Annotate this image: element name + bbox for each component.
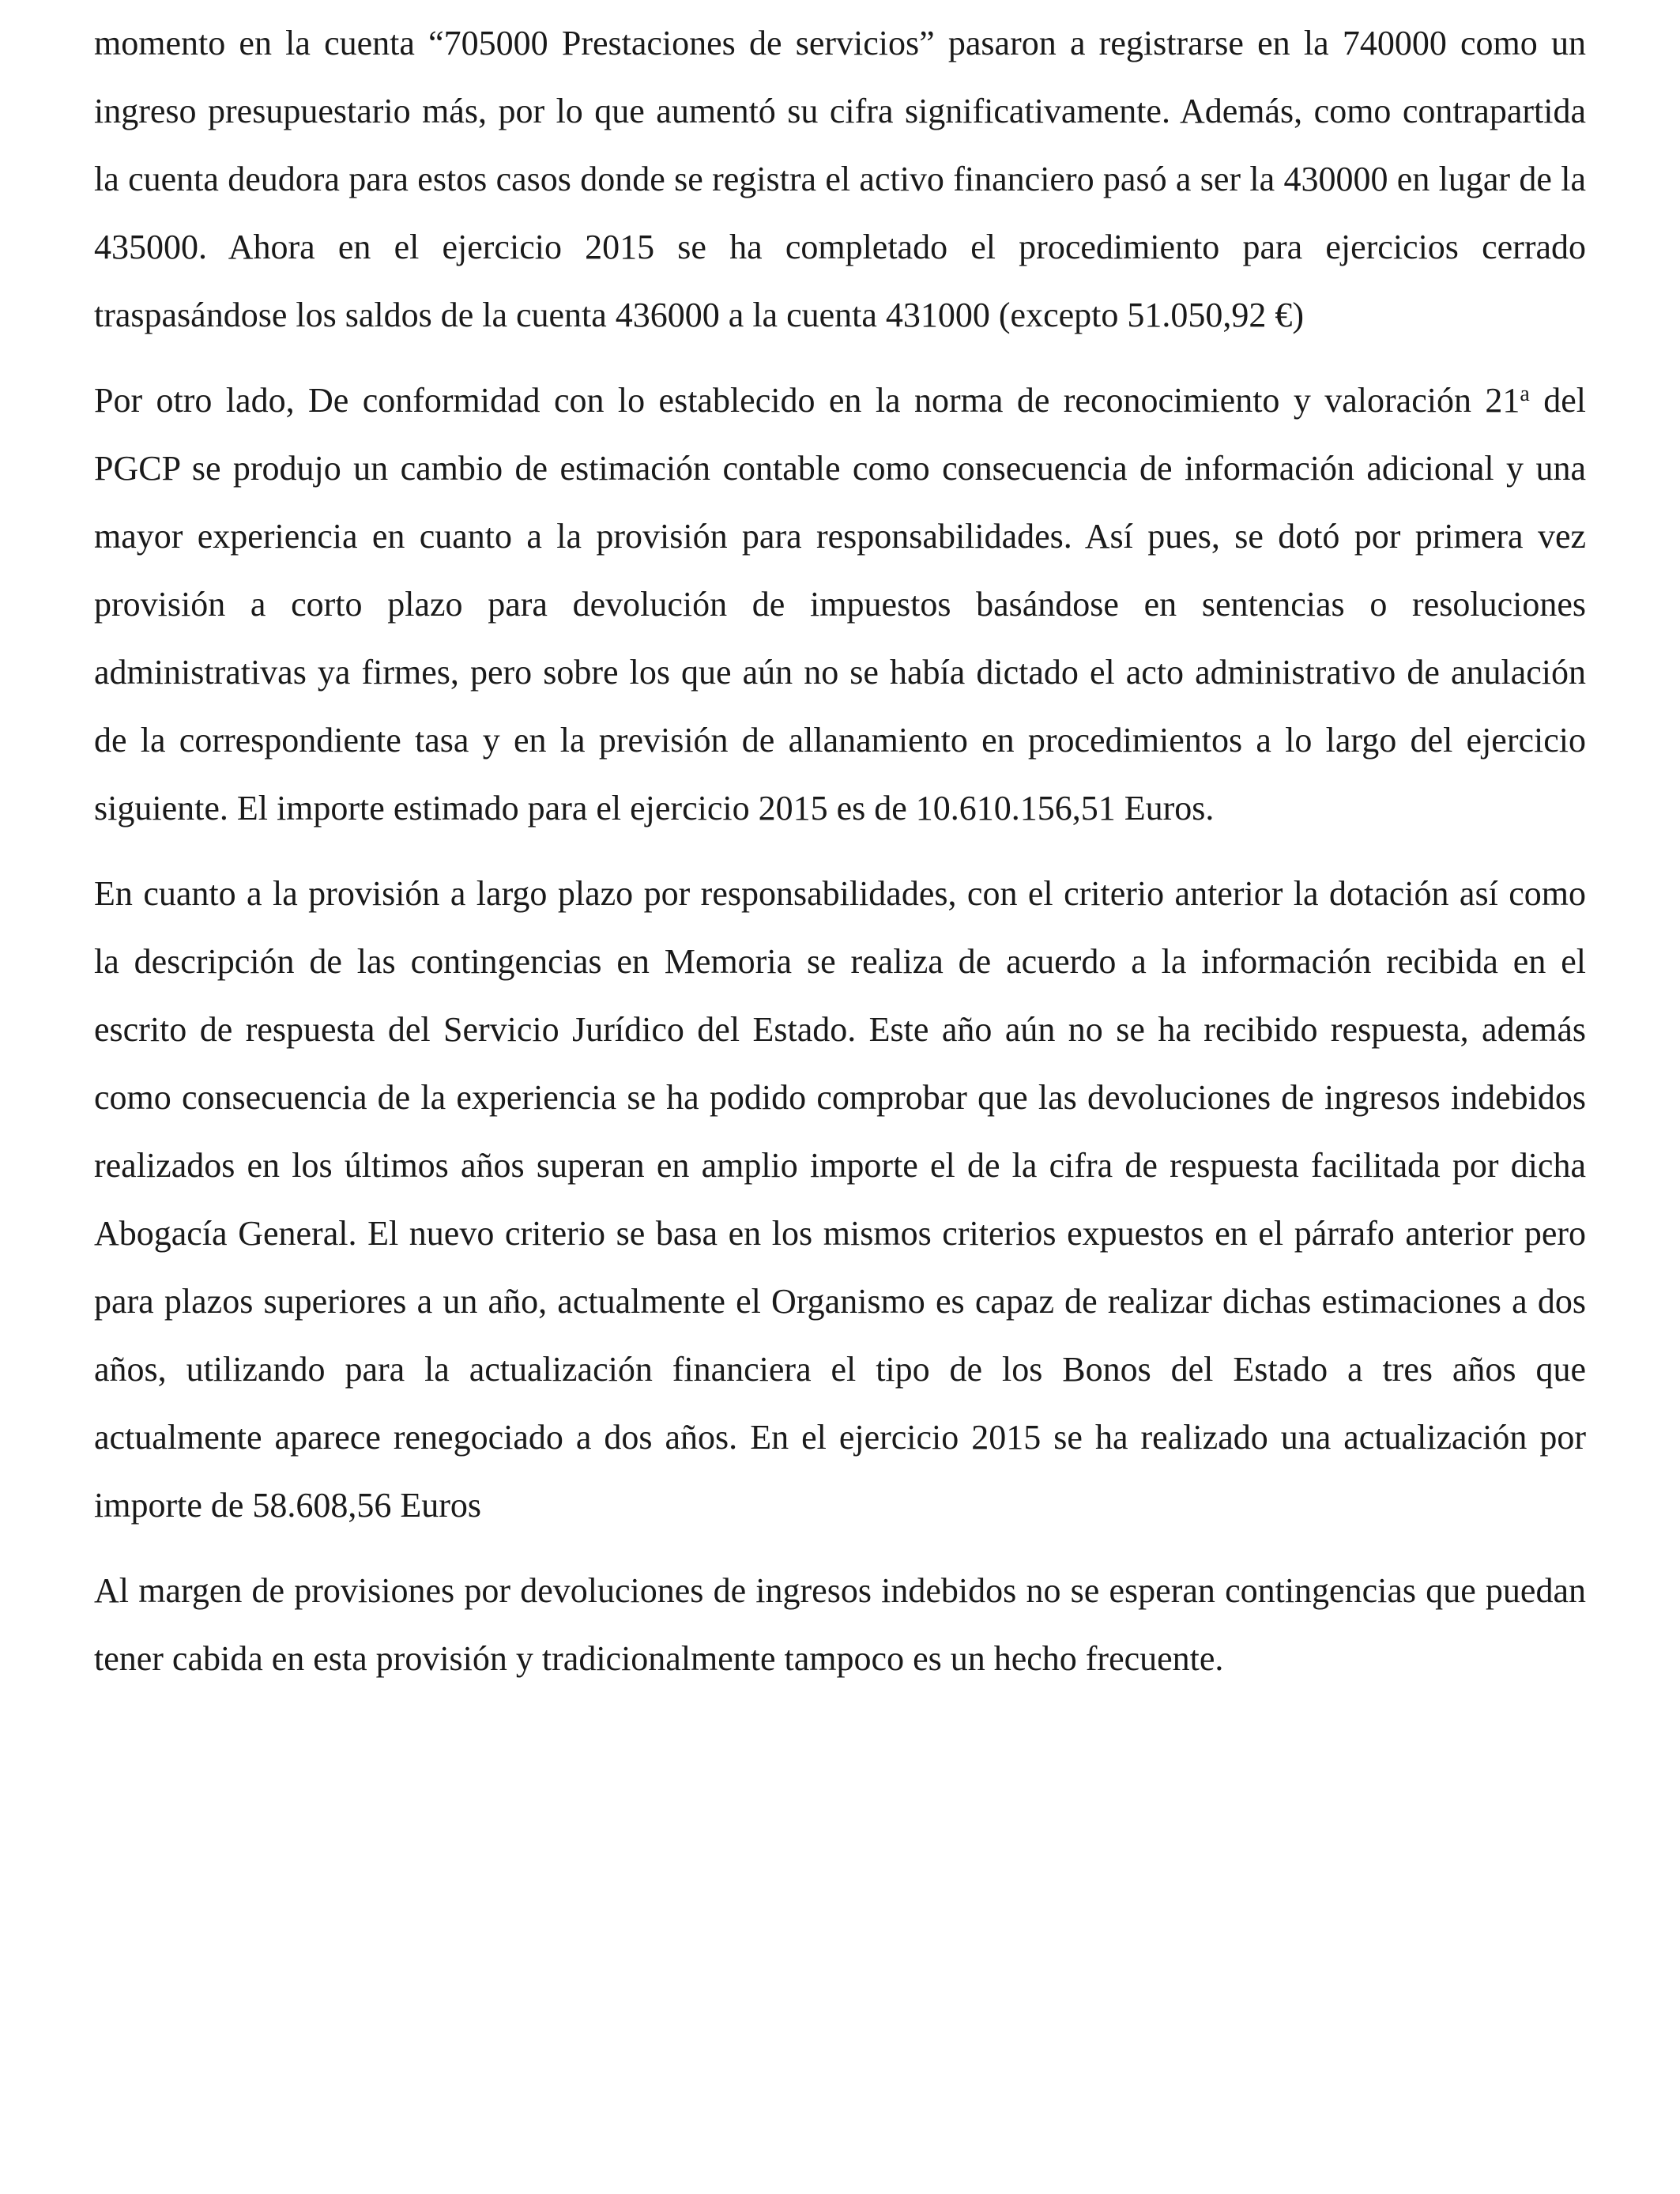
document-body [94,9,1586,1710]
paragraph-text: Por otro lado, De conformidad con lo establecido en la norma de reconocimiento y valoración 21 [94,381,1520,420]
paragraph-provision-largo-plazo: En cuanto a la provisión a largo plazo por responsabilidades, con el criterio anterior la dotación así como la descripción de las contingencias en Memoria se realiza de acuerdo a la información recibida en el escrito de respuesta del Servicio Jurídico del Estado. Este año aún no se ha recibido respuesta, además como consecuencia de la experiencia se ha podido comprobar que las devoluciones de ingresos indebidos realizados en los últimos años superan en amplio importe el de la cifra de respuesta facilitada por dicha Abogacía General. El nuevo criterio se basa en los mismos criterios expuestos en el párrafo anterior pero para plazos superiores a un año, actualmente el Organismo es capaz de realizar dichas estimaciones a dos años, utilizando para la actualización financiera el tipo de los Bonos del Estado a tres años que actualmente aparece renegociado a dos años. En el ejercicio 2015 se ha realizado una actualización por importe de 58.608,56 Euros [94,874,1586,1525]
ordinal-indicator: a [1520,382,1530,406]
paragraph-cambio-estimacion [94,367,1586,843]
paragraph-contingencias: Al margen de provisiones por devoluciones de ingresos indebidos no se esperan contingencias que puedan tener cabida en esta provisión y tradicionalmente tampoco es un hecho frecuente. [94,1571,1586,1678]
paragraph-cuentas-traspaso: momento en la cuenta “705000 Prestaciones de servicios” pasaron a registrarse en la 740000 como un ingreso presupuestario más, por lo que aumentó su cifra significativamente. Además, como contrapartida la cuenta deudora para estos casos donde se registra el activo financiero pasó a ser la 430000 en lugar de la 435000. Ahora en el ejercicio 2015 se ha completado el procedimiento para ejercicios cerrado traspasándose los saldos de la cuenta 436000 a la cuenta 431000 (excepto 51.050,92 €) [94,24,1586,334]
paragraph-text: del PGCP se produjo un cambio de estimación contable como consecuencia de información adicional y una mayor experiencia en cuanto a la provisión para responsabilidades. Así pues, se dotó por primera vez provisión a corto plazo para devolución de impuestos basándose en sentencias o resoluciones administrativas ya firmes, pero sobre los que aún no se había dictado el acto administrativo de anulación de la correspondiente tasa y en la previsión de allanamiento en procedimientos a lo largo del ejercicio siguiente. El importe estimado para el ejercicio 2015 es de 10.610.156,51 Euros. [94,381,1586,827]
